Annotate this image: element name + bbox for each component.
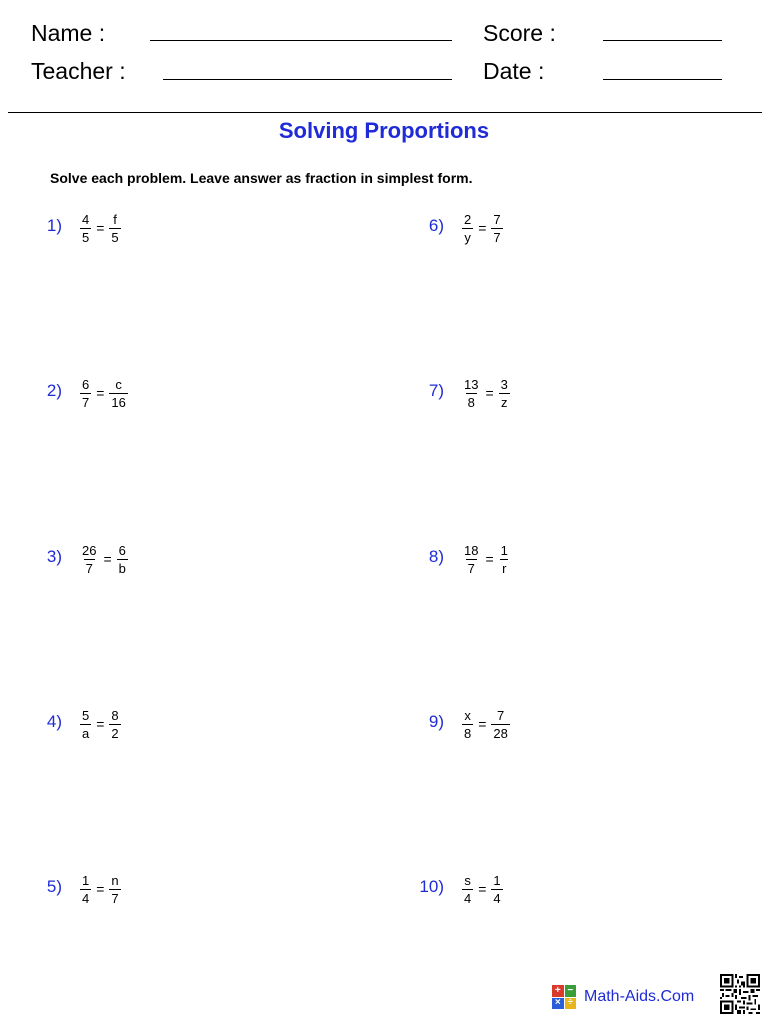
denominator: 28 bbox=[493, 725, 508, 741]
problem-number: 6) bbox=[428, 216, 444, 235]
right-fraction bbox=[491, 873, 502, 906]
denominator: 4 bbox=[464, 890, 472, 906]
problem-item bbox=[46, 867, 121, 911]
denominator: 7 bbox=[85, 560, 93, 576]
numerator: n bbox=[111, 872, 119, 888]
numerator: f bbox=[113, 211, 117, 227]
divide-symbol: ÷ bbox=[565, 998, 577, 1010]
page-title: Solving Proportions bbox=[278, 118, 490, 143]
problem-number: 9) bbox=[428, 712, 444, 731]
left-fraction bbox=[80, 873, 91, 906]
problem-item bbox=[428, 537, 510, 581]
denominator: 5 bbox=[82, 229, 90, 245]
denominator: a bbox=[82, 725, 90, 741]
denominator: 7 bbox=[493, 229, 501, 245]
denominator: 7 bbox=[111, 890, 119, 906]
right-fraction bbox=[109, 873, 120, 906]
numerator: 4 bbox=[82, 211, 90, 227]
problem-number: 7) bbox=[428, 381, 444, 400]
numerator: 1 bbox=[500, 542, 508, 558]
numerator: 18 bbox=[464, 542, 479, 558]
date-label: Date : bbox=[483, 58, 545, 84]
problem-number: 1) bbox=[46, 216, 62, 235]
problem-item bbox=[46, 537, 128, 581]
numerator: 5 bbox=[82, 707, 90, 723]
numerator: 1 bbox=[82, 872, 90, 888]
equals-sign: = bbox=[485, 385, 494, 401]
denominator: z bbox=[501, 394, 508, 410]
numerator: 7 bbox=[497, 707, 505, 723]
left-fraction bbox=[80, 708, 91, 741]
right-fraction bbox=[109, 212, 120, 245]
brand-link[interactable]: Math-Aids.Com bbox=[584, 988, 695, 1005]
plus-symbol: + bbox=[552, 985, 564, 997]
problem-number: 8) bbox=[428, 547, 444, 566]
denominator: 7 bbox=[467, 560, 475, 576]
numerator: s bbox=[464, 872, 471, 888]
right-fraction bbox=[491, 708, 509, 741]
numerator: 26 bbox=[82, 542, 97, 558]
left-fraction bbox=[462, 212, 473, 245]
instructions: Solve each problem. Leave answer as fraction in simplest form. bbox=[50, 170, 473, 186]
right-fraction bbox=[499, 543, 510, 576]
numerator: 13 bbox=[464, 376, 479, 392]
numerator: c bbox=[115, 376, 122, 392]
teacher-field[interactable] bbox=[163, 79, 452, 80]
left-fraction bbox=[80, 212, 91, 245]
denominator: 2 bbox=[111, 725, 119, 741]
problem-number: 10) bbox=[419, 877, 444, 896]
left-fraction bbox=[462, 377, 480, 410]
qr-code-icon bbox=[720, 974, 760, 1014]
denominator: r bbox=[502, 560, 507, 576]
denominator: 5 bbox=[111, 229, 119, 245]
right-fraction bbox=[491, 212, 502, 245]
problem-number: 2) bbox=[46, 381, 62, 400]
numerator: 6 bbox=[82, 376, 90, 392]
denominator: 16 bbox=[111, 394, 126, 410]
denominator: 8 bbox=[464, 725, 472, 741]
numerator: 3 bbox=[500, 376, 508, 392]
problem-item bbox=[428, 371, 510, 415]
denominator: 7 bbox=[82, 394, 90, 410]
numerator: 1 bbox=[493, 872, 501, 888]
minus-symbol: − bbox=[565, 985, 577, 997]
equals-sign: = bbox=[478, 716, 487, 732]
teacher-label: Teacher : bbox=[31, 58, 126, 84]
denominator: 4 bbox=[82, 890, 90, 906]
denominator: b bbox=[118, 560, 126, 576]
numerator: 8 bbox=[111, 707, 119, 723]
problem-number: 5) bbox=[46, 877, 62, 896]
numerator: 2 bbox=[464, 211, 472, 227]
problem-item bbox=[46, 702, 121, 746]
name-field[interactable] bbox=[150, 40, 452, 41]
left-fraction bbox=[80, 377, 91, 410]
problem-item bbox=[46, 206, 121, 250]
equals-sign: = bbox=[96, 385, 105, 401]
right-fraction bbox=[109, 708, 120, 741]
problem-item bbox=[428, 702, 510, 746]
equals-sign: = bbox=[478, 881, 487, 897]
equals-sign: = bbox=[478, 220, 487, 236]
equals-sign: = bbox=[96, 716, 105, 732]
right-fraction bbox=[117, 543, 128, 576]
problem-item bbox=[46, 371, 128, 415]
problem-number: 3) bbox=[46, 547, 62, 566]
left-fraction bbox=[462, 873, 473, 906]
numerator: x bbox=[464, 707, 471, 723]
problem-item bbox=[419, 867, 503, 911]
problem-item bbox=[428, 206, 503, 250]
denominator: y bbox=[464, 229, 471, 245]
right-fraction bbox=[499, 377, 510, 410]
left-fraction bbox=[80, 543, 98, 576]
date-field[interactable] bbox=[603, 79, 722, 80]
numerator: 6 bbox=[118, 542, 126, 558]
calculator-icon bbox=[552, 985, 576, 1009]
denominator: 8 bbox=[467, 394, 475, 410]
denominator: 4 bbox=[493, 890, 501, 906]
score-field[interactable] bbox=[603, 40, 722, 41]
numerator: 7 bbox=[493, 211, 501, 227]
times-symbol: × bbox=[552, 998, 564, 1010]
equals-sign: = bbox=[103, 551, 112, 567]
header-divider bbox=[8, 112, 762, 113]
equals-sign: = bbox=[485, 551, 494, 567]
score-label: Score : bbox=[483, 20, 556, 46]
equals-sign: = bbox=[96, 881, 105, 897]
equals-sign: = bbox=[96, 220, 105, 236]
name-label: Name : bbox=[31, 20, 106, 46]
right-fraction bbox=[109, 377, 127, 410]
left-fraction bbox=[462, 543, 480, 576]
problem-number: 4) bbox=[46, 712, 62, 731]
left-fraction bbox=[462, 708, 473, 741]
